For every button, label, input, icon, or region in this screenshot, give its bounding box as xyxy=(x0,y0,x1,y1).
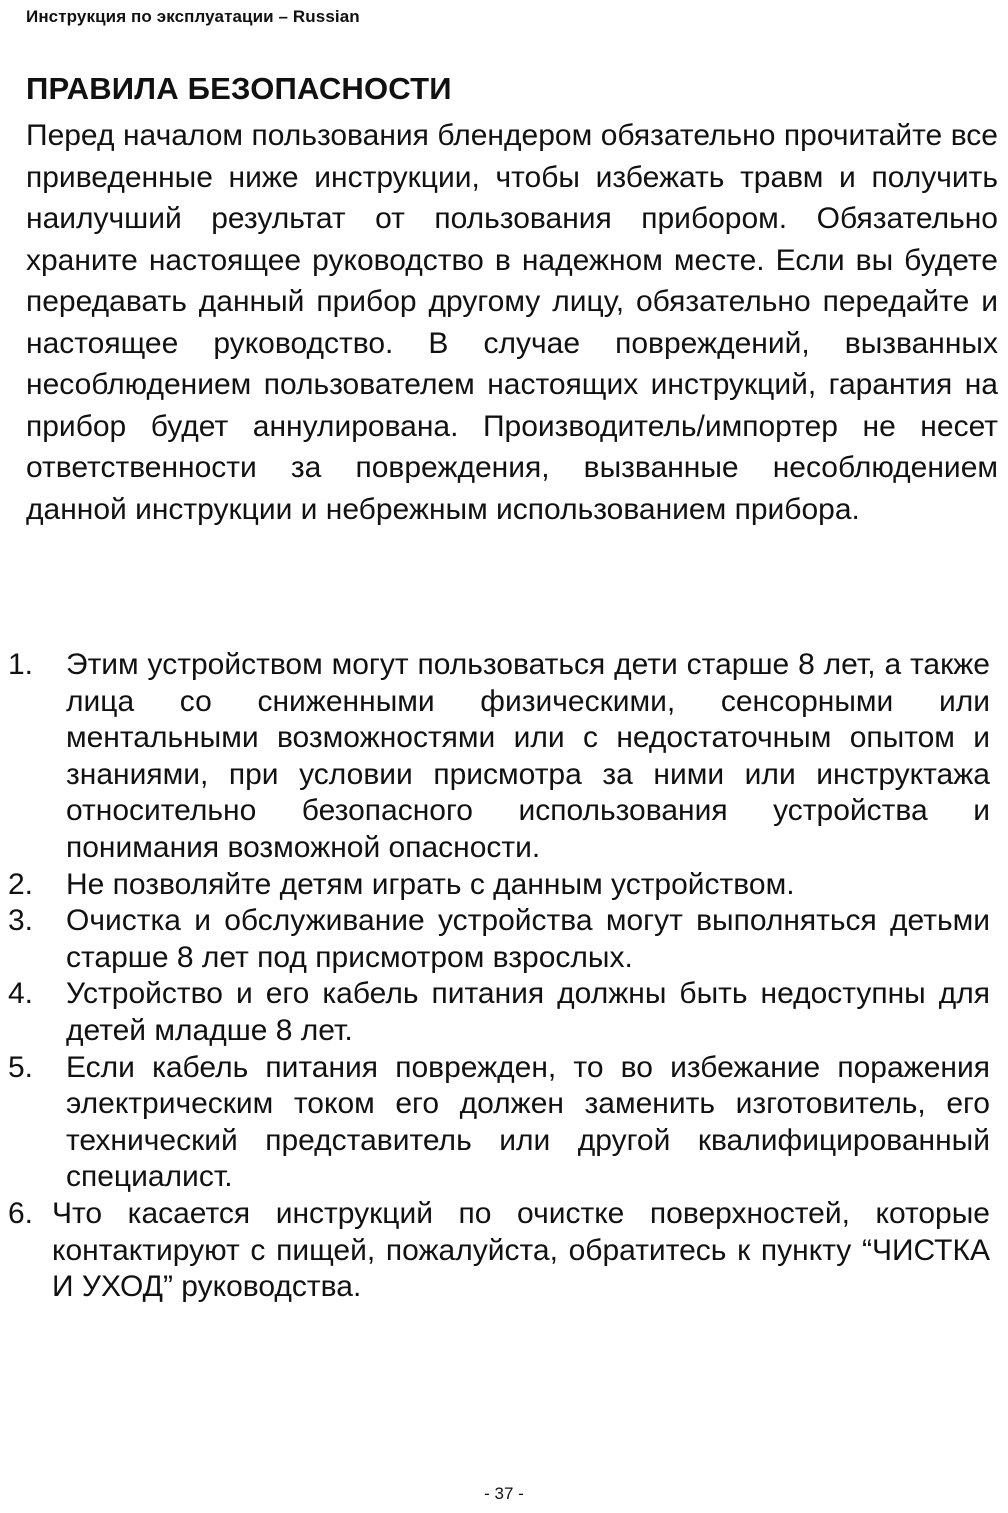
safety-rule-1 xyxy=(0,647,990,867)
rule-number: 4. xyxy=(8,977,34,1011)
safety-rule-4 xyxy=(0,976,990,1049)
rule-number: 2. xyxy=(8,867,34,901)
intro-paragraph: Перед началом пользования блендером обязательно прочитайте все приведенные ниже инструкции, чтобы избежать травм и получить наилучший результат от пользования прибором. Обязательно храните настоящее руководство в надежном месте. Если вы будете передавать данный прибор другому лицу, обязательно передайте и настоящее руководство. В случае повреждений, вызванных несоблюдением пользователем настоящих инструкций, гарантия на прибор будет аннулирована. Производитель/импортер не несет ответственности за повреждения, вызванные несоблюдением данной инструкции и небрежным использованием прибора. xyxy=(26,119,998,526)
page-number: - 37 - xyxy=(484,1484,524,1503)
rule-number: 3. xyxy=(8,904,34,938)
rule-number: 5. xyxy=(8,1050,34,1084)
safety-rules-list xyxy=(0,647,990,1306)
rule-text: Устройство и его кабель питания должны быть недоступны для детей младше 8 лет. xyxy=(66,977,990,1047)
rule-text: Что касается инструкций по очистке поверхностей, которые контактируют с пищей, пожалуйста, обратитесь к пункту “ЧИСТКА И УХОД” руководства. xyxy=(52,1196,990,1304)
rule-number: 6. xyxy=(8,1196,34,1230)
rule-text: Не позволяйте детям играть с данным устройством. xyxy=(66,867,795,901)
safety-rule-6 xyxy=(0,1196,990,1306)
rule-text: Очистка и обслуживание устройства могут выполняться детьми старше 8 лет под присмотром взрослых. xyxy=(66,904,990,974)
section-title: ПРАВИЛА БЕЗОПАСНОСТИ xyxy=(26,71,452,106)
safety-rule-5 xyxy=(0,1050,990,1196)
rule-text: Если кабель питания поврежден, то во избежание поражения электрическим током его должен заменить изготовитель, его технический представитель или другой квалифицированный специалист. xyxy=(66,1050,990,1194)
rule-number: 1. xyxy=(8,648,34,681)
safety-rule-2 xyxy=(0,867,990,904)
running-header: Инструкция по эксплуатации – Russian xyxy=(26,7,360,26)
safety-rule-3 xyxy=(0,903,990,976)
rule-text: Этим устройством могут пользоваться дети старше 8 лет, а также лица со сниженными физическими, сенсорными или ментальными возможностями или с недостаточным опытом и знаниями, при условии присмотра за ними или инструктажа относительно безопасного использования устройства и понимания возможной опасности. xyxy=(66,648,990,864)
